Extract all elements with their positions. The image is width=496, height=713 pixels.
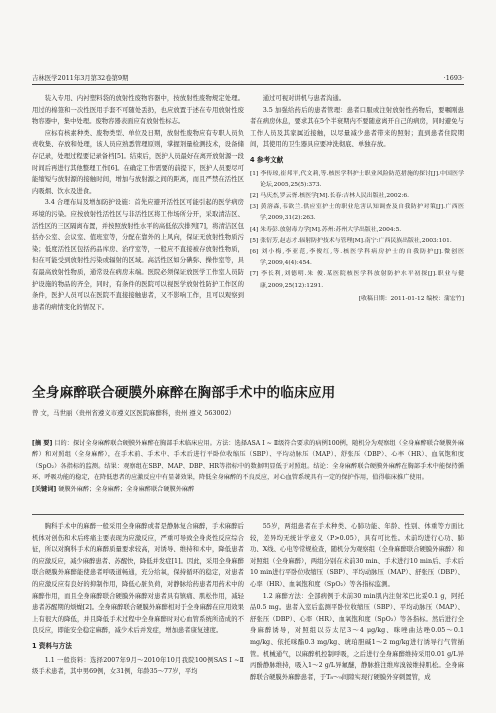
- article-authors: 曾 文，马世丽（贵州省遵义市遵义区医院麻醉科，贵州 遵义 563002）: [32, 409, 236, 417]
- reference-item: [2] 马庆杰,罗云胥.核医学[M].长春:吉林人民出版社,2002:6.: [250, 192, 409, 199]
- article-header: [32, 384, 464, 418]
- paragraph: 胸科手术中的麻醉一般采用全身麻醉或者是静脉复合麻醉，手术麻醉后机体对创伤和术后疼痛主要表现为应激反应，严重可导致全身炎性反应综合征，所以对胸科手术的麻醉质量要求较高，对诱导、维持和术中，降低患者的应激反应，减少麻醉患者、苏醒快，降低并发症[1]。因此，采用全身麻醉联合硬膜外麻醉能使患者呼吸道畅通，充分给氧，保持循环的稳定，对患者的应激反应有良好的抑制作用，降低心脏负荷，对静脉给药患者用药术中的麻醉作用，而且全身麻醉联合硬膜外麻醉对患者具有镇痛、肌松作用，减轻患者苏醒期的烦燥[2]。全身麻醉联合硬膜外麻醉相对于全身麻醉在应用效果上有很大的降低，并且降低手术过程中全身麻醉时对心血管系统所造成的不良反应，即能安全稳定麻醉，减少术后并发症，增加患者康复速度。: [32, 523, 244, 635]
- paragraph: 通过可视对讲机与患者沟通。: [262, 95, 346, 102]
- references-heading: 4 参考文献: [250, 155, 284, 164]
- keywords-text: 硬膜外麻醉；全身麻醉；全身麻醉联合硬膜外麻醉: [58, 485, 195, 493]
- reference-item: [5] 张衍芳,赵志才.辐射防护技术与管理[M].南宁:广西民族出版社,2003:101.: [250, 237, 452, 244]
- reference-list: [250, 169, 464, 292]
- running-header: [32, 72, 464, 85]
- paragraph: 1.2 麻醉方法：全部病例于术前30 min肌内注射苯巴比妥0.1 g，阿托品0.5 mg。患者入室后监测平卧位收缩压（SBP）、平均动脉压（MAP）、舒张压（DBP）、心率（HR）、血氧饱和度（SpO₂）等各指标。然后进行全身麻醉诱导，对照组以芬太尼3～4 μg/kg、咪唑曲达唑0.05～0.1 mg/kg、依托咪酯0.3 mg/kg、琥珀胆碱1～2 mg/kg进行诱导行气管插管。机械通气，以麻醉机控制呼吸，之后进行全身麻醉维持采用0.01 g/L异丙酚静脉维持，吸入1～2 g/L异氟醚，静脉推注维库溴铵维持肌松。全身麻醉联合硬膜外麻醉患者，于T₈～₉间隙实现行硬膜外穿刺置管，成: [250, 592, 464, 681]
- paragraph: 55岁，两组患者在手术种类、心肺功能、年龄、性别、体重等方面比较，差异均无统计学意义（P>0.05），具有可比性。术前均进行心功、肺功、X线、心电等常规检查，随机分为观察组（全身麻醉联合硬膜外麻醉）和对照组（全身麻醉），两组分别在术前30 min、手术进行10 min后、手术后10 min进行平卧位收缩压（SBP）、平均动脉压（MAP）、舒张压（DBP）、心率（HR）、血氧饱和度（SpO₂）等各指标监测。: [250, 523, 464, 588]
- article-title: 全身麻醉联合硬膜外麻醉在胸部手术中的临床应用: [32, 385, 336, 401]
- keywords-tag: [关键词]: [32, 485, 57, 493]
- abstract-tag: [摘 要]: [32, 440, 53, 447]
- paragraph: 1.1 一般资料：选择2007年9月～2010年10月我院100例SAS I ~Ⅱ级手术患者，其中男69例，女31例，年龄35～77岁，平均: [32, 656, 244, 676]
- reference-item: [1] 李传琼,崔邦平,代文莉,等.核医学科护士职业风险防范措施的探讨[J].中国医学论坛,2005,25(5):373.: [250, 170, 464, 188]
- top-left-column: [32, 93, 244, 313]
- top-right-column: [250, 93, 464, 305]
- bottom-left-column: [32, 521, 244, 678]
- paragraph: 3.4 合理布局及增加防护设施：首先应避开活性区可能引起的医学病房环境的污染。应按放射性活性区与非活性区将工作场所分开，采取清洁区、活性区的三区隔离布置，并按照放射性水平的高低依次排列[7]，将清洁区包括办公室、会议室、值班室等，分配在靠外的上风向，保证无放射性物质污染；低度活性区包括药品库房、治疗室等，一般应不直接被存放射性物质，但在可能受到放射性污染或辐射的区域。高活性区如分碘弥、操作室等，具有最高放射性物质，通常设在病房末端。医院必须保证放医学工作室人员防护设施的物品的齐全，同时，有条件的医院可以视医学放射性防护工作区的条件，医护人员可以在医院不直接接触患者，又不影响工作，且可以观察到患者的病情变化的情况下。: [32, 199, 244, 311]
- reference-item: [6] 刘小梅,李亚范,李俊红,等.核医学科病房护士的自我防护[J].微创医学,2009,4(4):454.: [250, 248, 464, 267]
- reference-item: [4] 朱寿彭.放射毒力学[M].苏州:苏州大学出版社,2004:5.: [250, 226, 402, 233]
- paragraph: 3.5 加强给药后的患者管理：患者口服或注射放射性药物后，要嘱刚患者在病房休息，要求其在5个半衰期内不要随意离开自己的病房，同时避免与工作人员及其家属近接触，以尽量减少患者带来的照射；直到患者住院期间，其使用的卫生器具应要冲洗彻底、单独存放。: [250, 106, 464, 149]
- bottom-right-column: [250, 521, 464, 683]
- abstract: [32, 438, 464, 495]
- paragraph: 装入专用、内衬塑料袋的放射性废物容器中，按放射性废物规定处理。用过的棉签和一次性医用手套不可随处丢扔，也应放置于述在专用放射性废物容器中，集中处理。废物容器表面应有放射性标志。: [32, 95, 244, 126]
- section-divider: [32, 514, 464, 515]
- reference-item: [7] 李长利,刘德明.朱 俊.某医院核医学科放射防护水平初探[J].职业与健康,2009,25(12):1291.: [250, 271, 464, 289]
- section-heading: 1 资料与方法: [32, 641, 72, 650]
- page-number: ·1693·: [443, 74, 464, 82]
- abstract-text: 目的：探讨全身麻醉联合硬膜外麻醉在胸部手术临床应用。方法：选择ASA I ~ Ⅱ级符合要求的病例100例，随机分为观察组（全身麻醉联合硬膜外麻醉）和对照组（全身麻醉），在手术前、手术中、手术后进行平卧位收缩压（SBP）、平均动脉压（MAP）、舒张压（DBP）、心率（HR）、血氧饱和度（SpO₂）各指标的监测。结果：观察组在SBP、MAP、DBP、HR等指标中的数据明显低于对照组。结论：全身麻醉联合硬膜外麻醉在胸部手术中能保持循环、呼吸功能的稳定，在降低患者的应激反应中有显著效果，降低全身麻醉的不良反应，对心血管系统具有一定的保护作用，值得临床推广使用。: [32, 440, 465, 482]
- reference-item: [3] 黄溶森,韦欲兰.供应室护士的职业危害认知调查及自我防护对策[J].广西医学,2009,31(2):263.: [250, 204, 464, 222]
- receipt-line: [收稿日期：2011-01-12 编校：蒲宏竹]: [358, 295, 464, 302]
- paragraph: 应标有核素种类、废物类型、单位及日期，放射性废物应有专职人员负责收集、存放和处理，该人员应熟悉管理原则，掌握剂量检测技术，设备储存记录，处理过程要记录备档[5]。结束后，医护人员最好在离开放射源一段时间后再进行其他整理工作[6]。在确定工作需要的前提下，医护人员要尽可能缩短与放射源的接触时间，增加与放射源之间的距离，而且严禁在活性区内吸烟、饮水及进食。: [32, 129, 244, 195]
- journal-citation: 吉林医学2011年3月第32卷第9期: [32, 74, 129, 82]
